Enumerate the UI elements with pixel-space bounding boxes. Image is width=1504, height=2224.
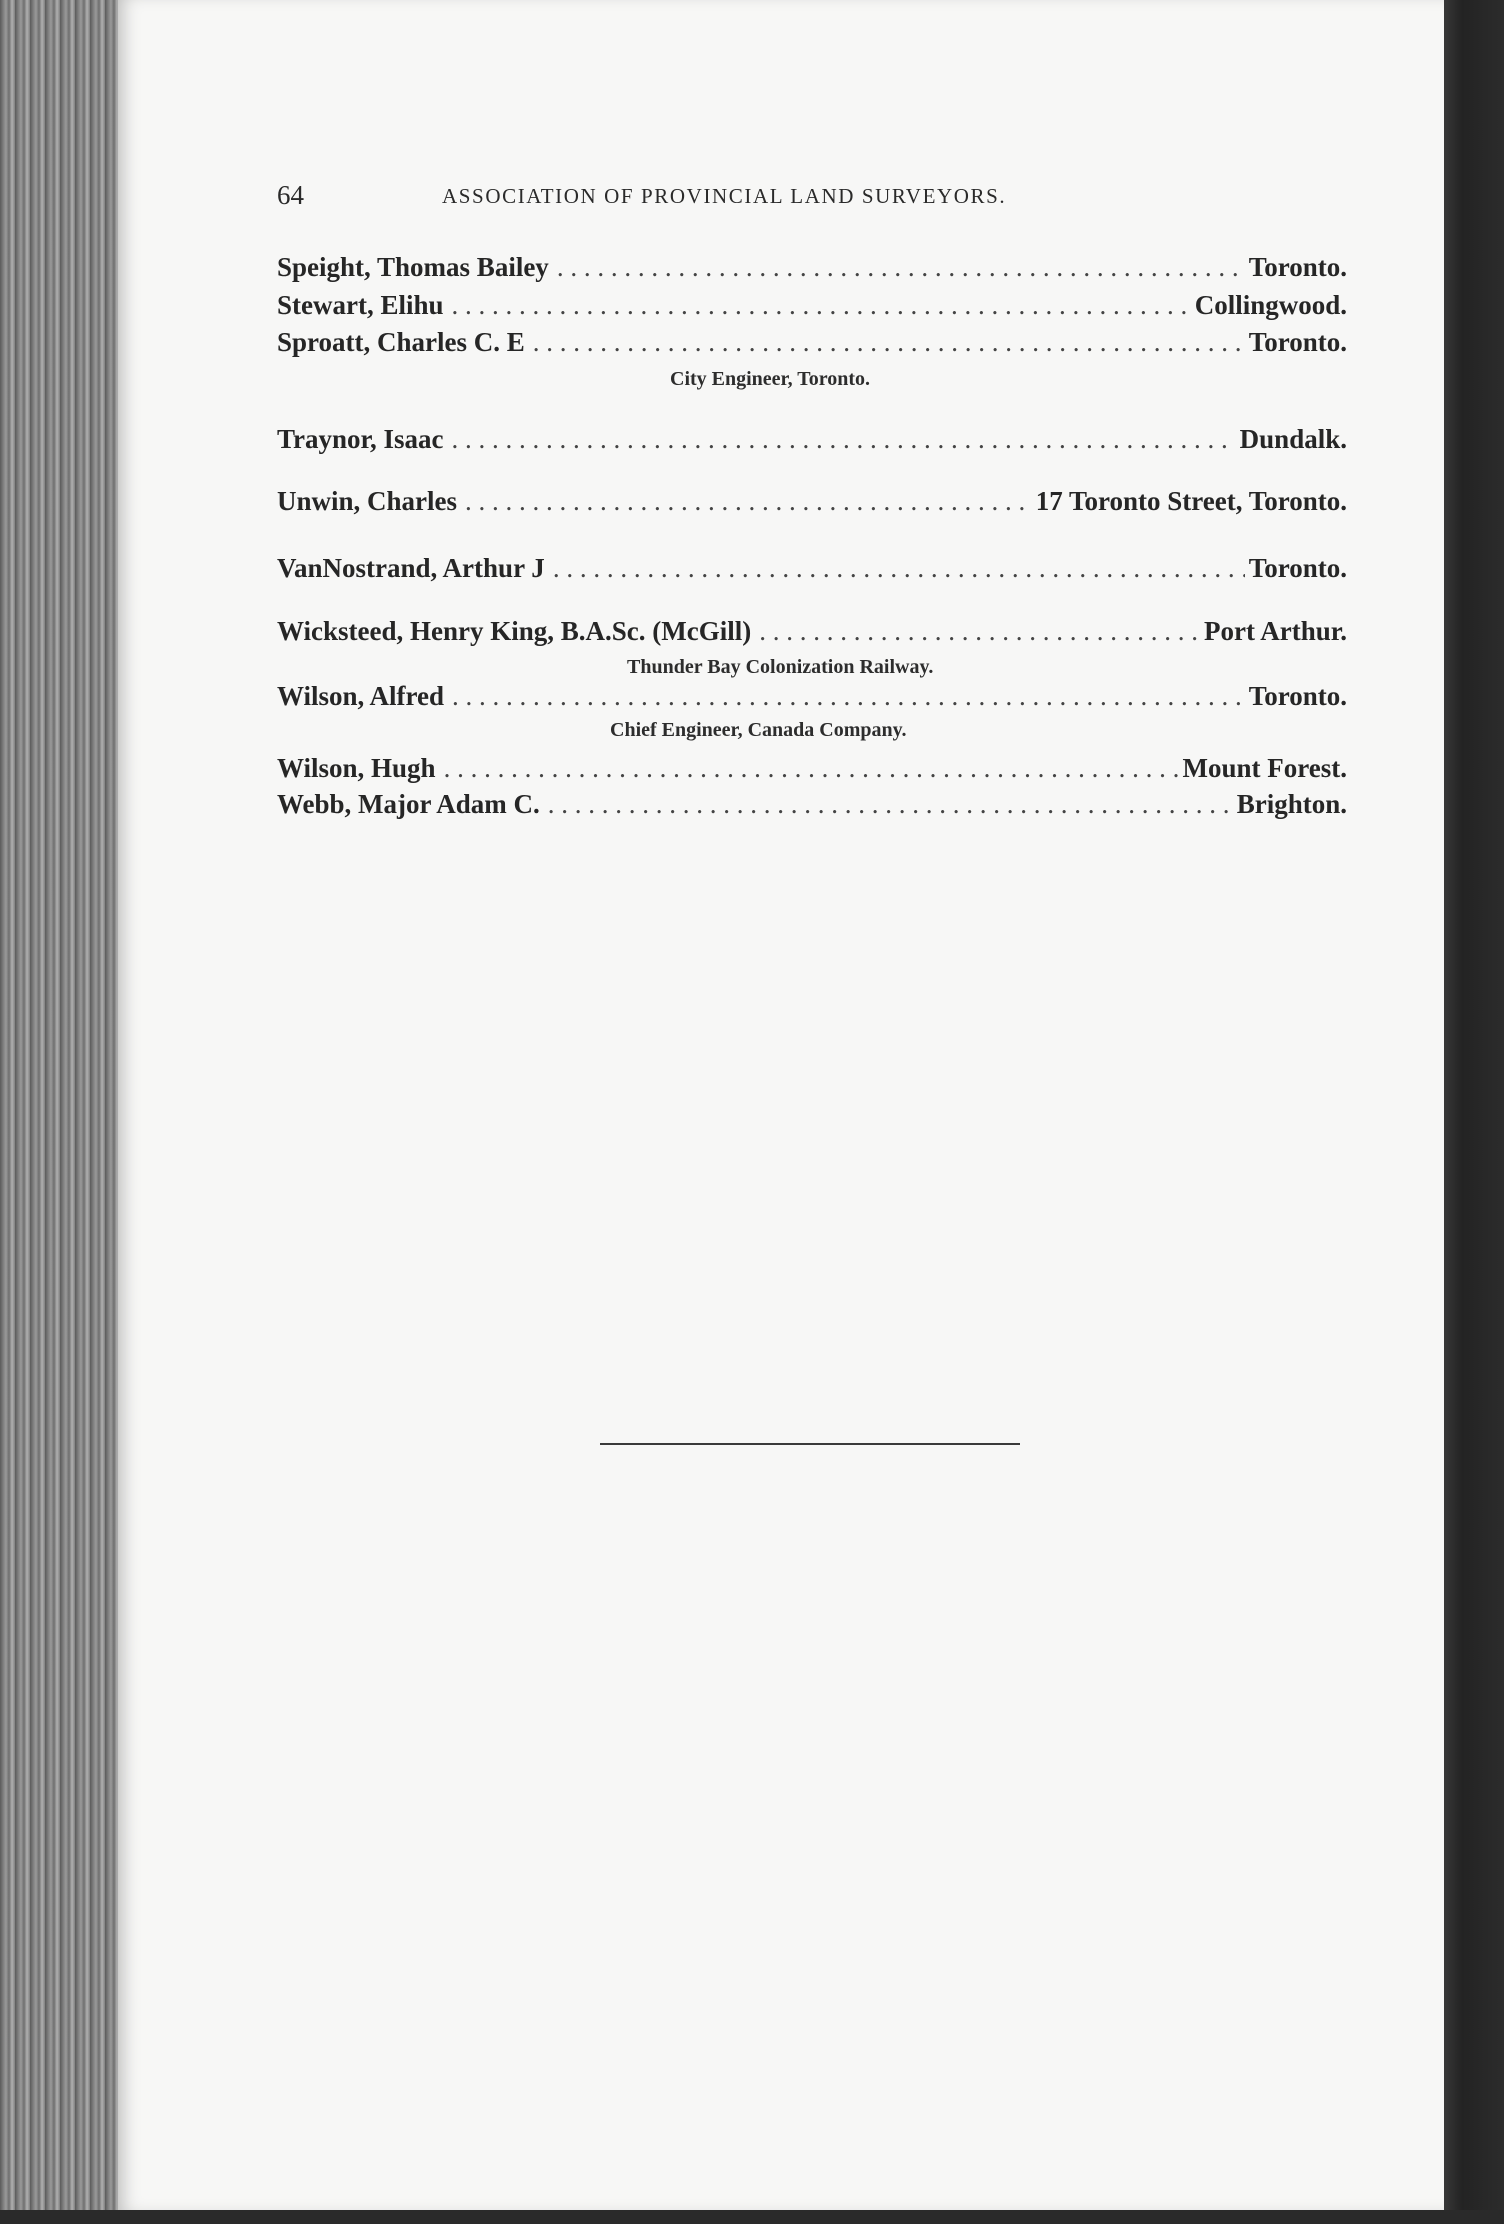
entry-note: Chief Engineer, Canada Company. xyxy=(610,719,907,741)
entry-name: Traynor, Isaac xyxy=(277,424,444,454)
list-entry-vannostrand xyxy=(277,553,1347,589)
entry-name: Sproatt, Charles C. E xyxy=(277,327,525,357)
list-entry-traynor xyxy=(277,424,1347,460)
binding-shadow xyxy=(1442,0,1504,2224)
dot-leader xyxy=(548,789,1233,819)
dot-leader xyxy=(553,553,1245,583)
list-entry-speight xyxy=(277,252,1347,288)
entry-place: Toronto. xyxy=(1248,327,1347,357)
entry-place: 17 Toronto Street, Toronto. xyxy=(1035,486,1347,516)
dot-leader xyxy=(452,424,1236,454)
list-entry-wilson-hugh xyxy=(277,753,1347,789)
page-number: 64 xyxy=(277,180,304,210)
entry-place: Dundalk. xyxy=(1239,424,1347,454)
dot-leader xyxy=(452,290,1191,320)
entry-name: Unwin, Charles xyxy=(277,486,458,516)
dot-leader xyxy=(759,616,1200,646)
entry-place: Brighton. xyxy=(1236,789,1347,819)
entry-note: Thunder Bay Colonization Railway. xyxy=(627,656,934,678)
list-entry-unwin xyxy=(277,486,1347,522)
entry-place: Collingwood. xyxy=(1194,290,1347,320)
entry-place: Toronto. xyxy=(1248,252,1347,282)
dot-leader xyxy=(452,681,1245,711)
entry-name: Wicksteed, Henry King, B.A.Sc. (McGill) xyxy=(277,616,752,646)
entry-name: Webb, Major Adam C. xyxy=(277,789,540,819)
list-entry-wicksteed xyxy=(277,616,1347,652)
dot-leader xyxy=(444,753,1179,783)
dot-leader xyxy=(533,327,1245,357)
page-title: ASSOCIATION OF PROVINCIAL LAND SURVEYORS. xyxy=(442,184,1007,208)
scan-bottom-edge xyxy=(0,2210,1504,2224)
entry-name: Wilson, Alfred xyxy=(277,681,445,711)
list-entry-webb xyxy=(277,789,1347,825)
book-page-edges xyxy=(0,0,130,2224)
entry-name: Wilson, Hugh xyxy=(277,753,436,783)
dot-leader xyxy=(465,486,1032,516)
entry-name: VanNostrand, Arthur J xyxy=(277,553,545,583)
running-head xyxy=(277,180,1217,220)
entry-place: Port Arthur. xyxy=(1204,616,1347,646)
entry-place: Toronto. xyxy=(1248,553,1347,583)
list-entry-stewart xyxy=(277,290,1347,326)
list-entry-sproatt xyxy=(277,327,1347,363)
entry-name: Stewart, Elihu xyxy=(277,290,444,320)
entry-place: Toronto. xyxy=(1248,681,1347,711)
list-entry-wilson-alfred xyxy=(277,681,1347,717)
entry-place: Mount Forest. xyxy=(1182,753,1347,783)
entry-note: City Engineer, Toronto. xyxy=(670,368,871,390)
end-rule xyxy=(600,1443,1020,1445)
dot-leader xyxy=(557,252,1245,282)
entry-name: Speight, Thomas Bailey xyxy=(277,252,549,282)
